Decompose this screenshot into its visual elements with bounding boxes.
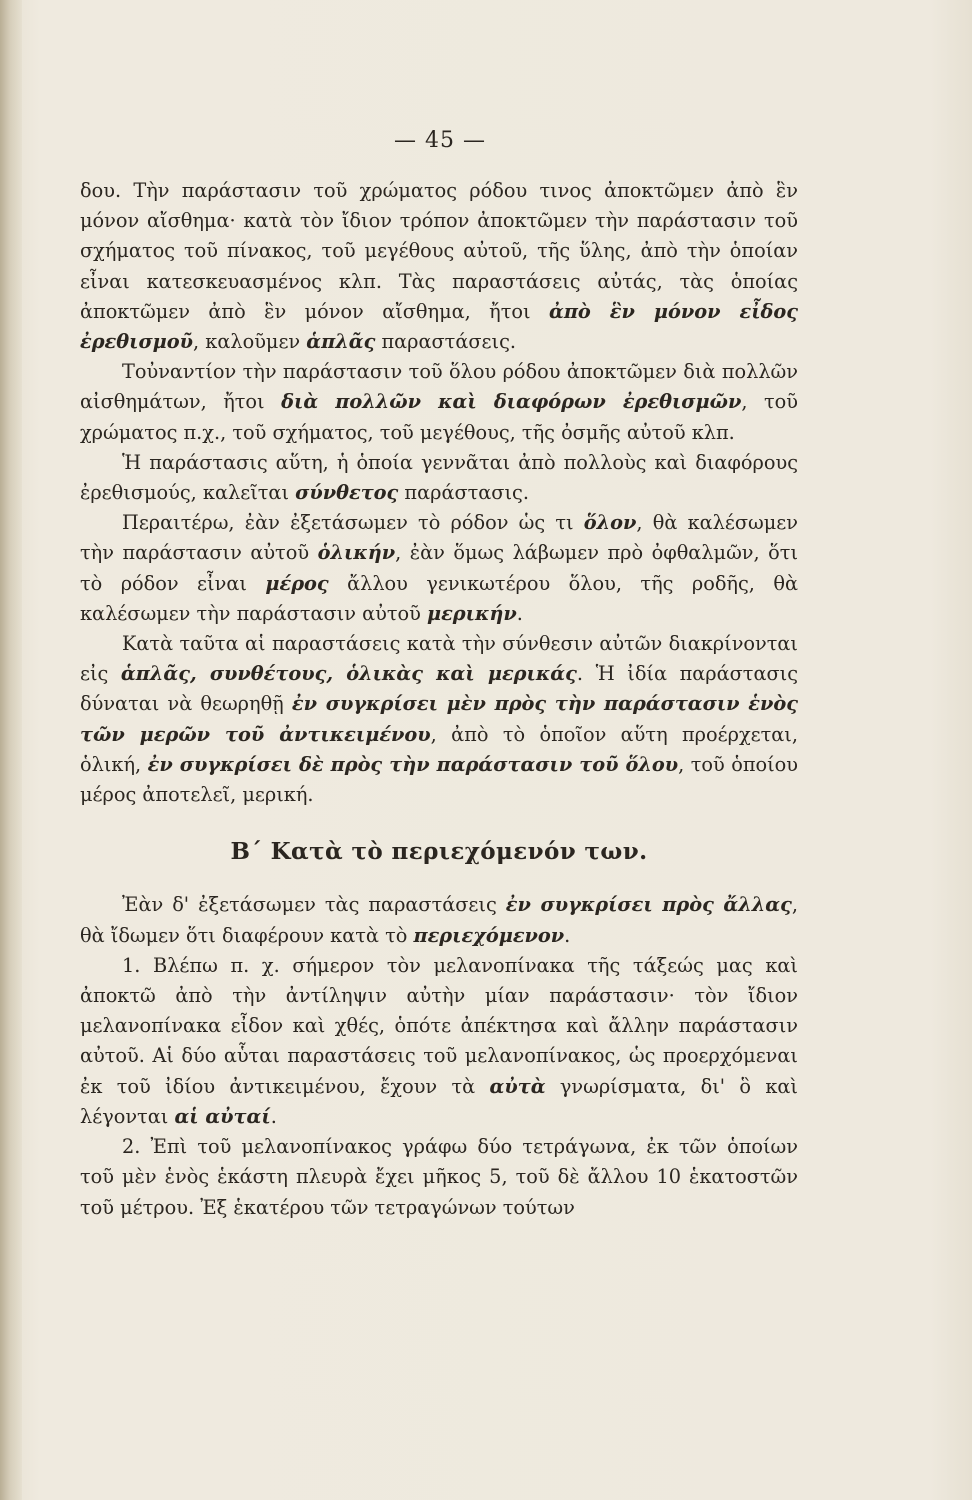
paragraph-p1 [80,176,798,357]
text-run: , θὰ ἴδωμεν ὅτι διαφέρουν κατὰ τὸ [80,893,798,947]
text-run: . [516,601,523,625]
text-run: 2. Ἐπὶ τοῦ μελανοπίνακος γράφω δύο τετράγωνα, ἐκ τῶν ὁποίων τοῦ μὲν ἑνὸς ἑκάστη πλευρὰ ἔχει μῆκος 5, τοῦ δὲ ἄλλου 10 ἑκατοστῶν τοῦ μέτρου. Ἐξ ἑκατέρου τῶν τετραγώνων τούτων [80,1135,798,1219]
text-run: . Ἡ ἰδία παράστασις δύναται νὰ θεωρηθῇ [80,662,798,716]
paragraph-p7 [80,951,798,1132]
text-run: δου. Τὴν παράστασιν τοῦ χρώματος ρόδου τινος ἀποκτῶμεν ἀπὸ ἓν μόνον αἴσθημα· κατὰ τὸν ἴδιον τρόπον ἀποκτῶμεν τὴν παράστασιν τοῦ σχήματος τοῦ πίνακος, τοῦ μεγέθους αὐτοῦ, τῆς ὕλης, ἀπὸ τὴν ὁποίαν εἶναι κατεσκευασμένος κλπ. Τὰς παραστάσεις αὐτάς, τὰς ὁποίας ἀποκτῶμεν ἀπὸ ἓν μόνον αἴσθημα, ἤτοι [80,179,798,323]
paragraphs-after-heading [80,890,798,1222]
text-run: ἄλλου γενικωτέρου ὅλου, τῆς ροδῆς, θὰ καλέσωμεν τὴν παράστασιν αὐτοῦ [80,571,798,625]
text-run: Ἡ παράστασις αὕτη, ἡ ὁποία γεννᾶται ἀπὸ πολλοὺς καὶ διαφόρους ἐρεθισμούς, καλεῖται [80,450,798,505]
emphasized-text: μερικήν [426,601,517,625]
text-run: Ἐὰν δ' ἐξετάσωμεν τὰς παραστάσεις [122,893,506,917]
emphasized-text: ἁπλᾶς, συνθέτους, ὁλικὰς καὶ μερικάς [120,662,577,686]
text-run: γνωρίσματα, δι' ὃ καὶ λέγονται [80,1074,798,1128]
emphasized-text: ἀπὸ ἓν μόνον εἶδος ἐρεθισμοῦ [80,299,798,354]
text-run: , ἐὰν ὅμως λάβωμεν πρὸ ὀφθαλμῶν, ὅτι τὸ ρόδον εἶναι [80,541,798,595]
text-run: παραστάσεις. [375,330,517,354]
text-run: , καλοῦμεν [193,330,307,354]
text-run: Τοὐναντίον τὴν παράστασιν τοῦ ὅλου ρόδου ἀποκτῶμεν διὰ πολλῶν αἰσθημάτων, ἤτοι [80,360,798,414]
text-run: 1. Βλέπω π. χ. σήμερον τὸν μελανοπίνακα τῆς τάξεώς μας καὶ ἀποκτῶ ἀπὸ τὴν ἀντίληψιν αὐτὴν μίαν παράστασιν· τὸν ἴδιον μελανοπίνακα εἶδον καὶ χθές, ὁπότε ἀπέκτησα καὶ ἄλλην παράστασιν αὐτοῦ. Αἱ δύο αὗται παραστάσεις τοῦ μελανοπίνακος, ὡς προερχόμεναι ἐκ τοῦ ἰδίου ἀντικειμένου, ἔχουν τὰ [80,953,798,1098]
paragraph-p4 [80,508,798,629]
emphasized-text: ἐν συγκρίσει πρὸς ἄλλας [505,893,792,917]
text-run: , θὰ καλέσωμεν τὴν παράστασιν αὐτοῦ [80,511,799,565]
text-run: , τοῦ ὁποίου μέρος ἀποτελεῖ, μερική. [80,752,798,807]
emphasized-text: ὅλον [583,511,637,535]
section-heading: Β΄ Κατὰ τὸ περιεχόμενόν των. [230,838,648,866]
emphasized-text: ἁπλᾶς [306,330,376,354]
emphasized-text: ἐν συγκρίσει δὲ πρὸς τὴν παράστασιν τοῦ ὅλου [147,752,679,776]
paragraph-p5 [80,629,798,810]
paragraph-p3 [80,448,798,508]
text-run: παράστασις. [398,481,529,505]
text-run: Κατὰ ταῦτα αἱ παραστάσεις κατὰ τὴν σύνθεσιν αὐτῶν διακρίνονται εἰς [80,632,798,686]
paragraph-p2 [80,357,798,448]
emphasized-text: περιεχόμενον [413,923,565,947]
emphasized-text: μέρος [265,571,329,595]
body-text [80,176,798,1223]
paragraph-p8 [80,1132,798,1223]
emphasized-text: ἐν συγκρίσει μὲν πρὸς τὴν παράστασιν ἑνὸς τῶν μερῶν τοῦ ἀντικειμένου [80,692,798,746]
emphasized-text: ὁλικήν [317,541,396,565]
emphasized-text: σύνθετος [295,481,399,505]
text-run: . [564,923,571,947]
emphasized-text: διὰ πολλῶν καὶ διαφόρων ἐρεθισμῶν [281,390,742,414]
text-run: , ἀπὸ τὸ ὁποῖον αὕτη προέρχεται, ὁλική, [80,722,798,776]
paragraph-p6 [80,890,798,950]
text-run: . [270,1104,277,1128]
page-binding-shadow [0,0,22,1500]
paragraphs-before-heading [80,176,798,810]
emphasized-text: αὐτὰ [489,1074,546,1098]
text-run: Περαιτέρω, ἐὰν ἐξετάσωμεν τὸ ρόδον ὡς τι [122,511,584,535]
page-number: — 45 — [394,128,486,153]
text-run: , τοῦ χρώματος π.χ., τοῦ σχήματος, τοῦ μεγέθους, τῆς ὀσμῆς αὐτοῦ κλπ. [80,390,798,444]
emphasized-text: αἱ αὐταί [174,1104,271,1128]
